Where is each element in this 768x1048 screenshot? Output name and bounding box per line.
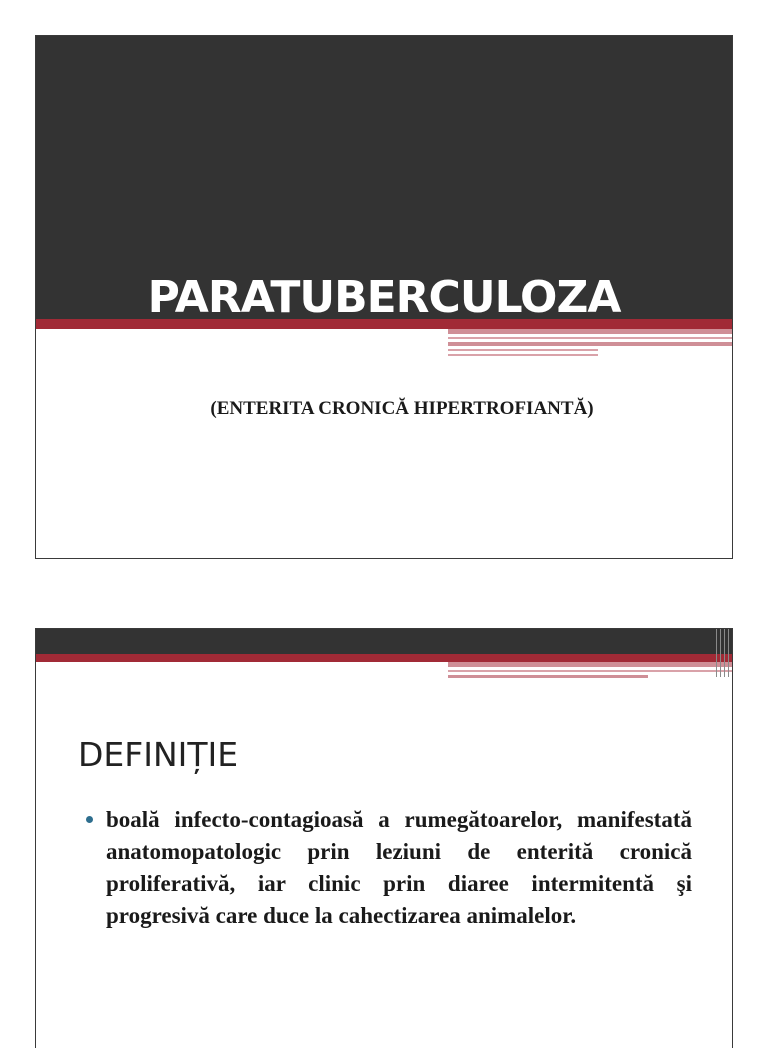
accent-line [448,342,733,346]
definition-slide [35,628,733,1048]
header-red-band [36,654,732,662]
bullet-list [86,804,692,932]
accent-line [448,354,598,356]
decor-stripe [728,629,729,677]
accent-line [448,337,733,339]
bullet-dot-icon [86,816,93,823]
title-slide [35,35,733,559]
accent-line [448,675,648,678]
bullet-text: boală infecto-contagioasă a rumegătoarelor, manifestată anatomopatologic prin leziuni de enterită cronică proliferativă, iar clinic prin diaree intermitentă şi progresivă care duce la cahectizarea animalelor. [106,807,692,928]
header-dark-band [36,629,732,654]
slide-heading: DEFINIȚIE [78,735,239,774]
slide-title: PARATUBERCULOZA [147,272,621,323]
accent-line [448,662,733,667]
slide-subtitle: (ENTERITA CRONICĂ HIPERTROFIANTĂ) [210,398,594,419]
accent-line [448,329,733,334]
accent-line [448,349,598,351]
decor-stripe [724,629,725,677]
decor-stripe [716,629,717,677]
decor-stripe [720,629,721,677]
bullet-item [86,804,692,932]
accent-line [448,670,733,672]
